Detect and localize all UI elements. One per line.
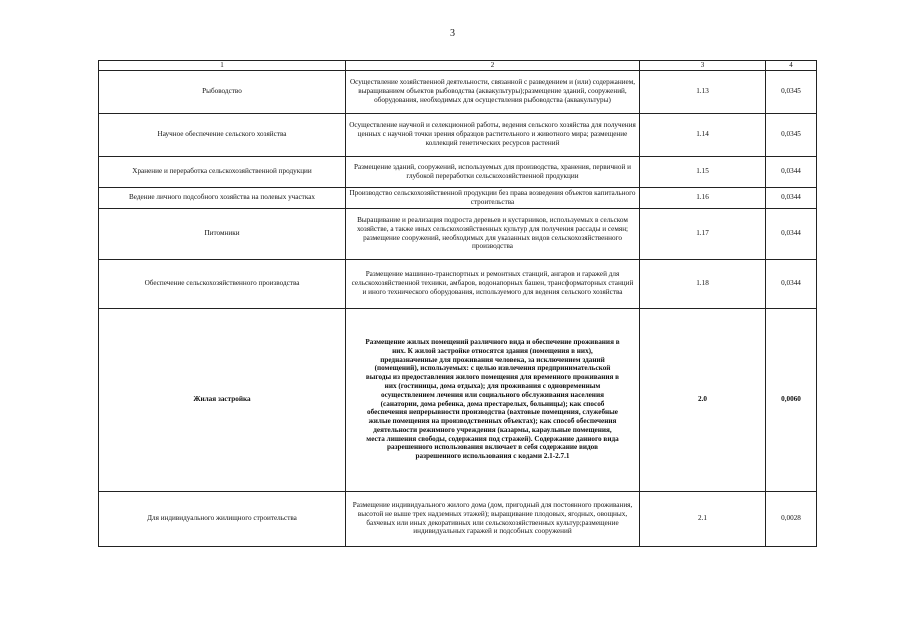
row-description: Выращивание и реализация подроста деревьев и кустарников, используемых в сельском хозяйстве, а также иных сельскохозяйственных культур для получения рассады и семян; размещение сооружений, необходимых для указанных видов сельскохозяйственного производства [346, 208, 640, 259]
row-description: Размещение индивидуального жилого дома (дом, пригодный для постоянного проживания, высотой не выше трех надземных этажей); выращивание плодовых, ягодных, овощных, бахчевых или иных декоративных или сельскохозяйственных культур;размещение индивидуальных гаражей и подсобных сооружений [346, 491, 640, 546]
row-description: Производство сельскохозяйственной продукции без права возведения объектов капитального строительства [346, 187, 640, 208]
row-code: 1.17 [640, 208, 766, 259]
land-use-table [98, 60, 817, 547]
row-code: 1.15 [640, 156, 766, 187]
row-value: 0,0060 [766, 308, 817, 491]
row-value: 0,0344 [766, 156, 817, 187]
row-name: Научное обеспечение сельского хозяйства [99, 113, 346, 156]
row-name: Рыбоводство [99, 70, 346, 113]
row-code: 2.1 [640, 491, 766, 546]
row-description: Размещение жилых помещений различного вида и обеспечение проживания в них. К жилой застройке относятся здания (помещения в них), предназначенные для проживания человека, за исключением зданий (помещений), используемых: с целью извлечения предпринимательской выгоды из предоставления жилого помещения для временного проживания в них (гостиницы, дома отдыха); для проживания с одновременным осуществлением лечения или социального обслуживания населения (санатории, дома ребенка, дома престарелых, больницы); как способ обеспечения непрерывности производства (вахтовые помещения, служебные жилые помещения на производственных объектах); как способ обеспечения деятельности режимного учреждения (казармы, караульные помещения, места лишения свободы, содержания под стражей). Содержание данного вида разрешенного использования включает в себя содержание видов разрешенного использования с кодами 2.1-2.7.1 [346, 308, 640, 491]
row-description: Осуществление хозяйственной деятельности, связанной с разведением и (или) содержанием, выращиванием объектов рыбоводства (аквакультуры);размещение зданий, сооружений, оборудования, необходимых для осуществления рыбоводства (аквакультуры) [346, 70, 640, 113]
row-name: Обеспечение сельскохозяйственного производства [99, 259, 346, 308]
table-row [99, 187, 817, 208]
table-row [99, 308, 817, 491]
row-value: 0,0344 [766, 259, 817, 308]
table-row [99, 208, 817, 259]
page-number: 3 [450, 28, 455, 39]
row-value: 0,0344 [766, 187, 817, 208]
row-code: 1.18 [640, 259, 766, 308]
row-value: 0,0345 [766, 113, 817, 156]
table-header-row [99, 61, 817, 71]
row-name: Жилая застройка [99, 308, 346, 491]
column-header: 2 [346, 61, 640, 71]
table-row [99, 113, 817, 156]
row-code: 2.0 [640, 308, 766, 491]
table-row [99, 70, 817, 113]
row-value: 0,0344 [766, 208, 817, 259]
row-description: Размещение зданий, сооружений, используемых для производства, хранения, первичной и глубокой переработки сельскохозяйственной продукции [346, 156, 640, 187]
table-row [99, 259, 817, 308]
row-code: 1.16 [640, 187, 766, 208]
row-value: 0,0345 [766, 70, 817, 113]
column-header: 1 [99, 61, 346, 71]
row-description: Размещение машинно-транспортных и ремонтных станций, ангаров и гаражей для сельскохозяйственной техники, амбаров, водонапорных башен, трансформаторных станций и иного технического оборудования, используемого для ведения сельского хозяйства [346, 259, 640, 308]
column-header: 4 [766, 61, 817, 71]
row-description: Осуществление научной и селекционной работы, ведения сельского хозяйства для получения ценных с научной точки зрения образцов растительного и животного мира; размещение коллекций генетических ресурсов растений [346, 113, 640, 156]
row-code: 1.13 [640, 70, 766, 113]
column-header: 3 [640, 61, 766, 71]
table-row [99, 491, 817, 546]
row-value: 0,0028 [766, 491, 817, 546]
table-row [99, 156, 817, 187]
row-name: Для индивидуального жилищного строительства [99, 491, 346, 546]
row-name: Питомники [99, 208, 346, 259]
row-name: Ведение личного подсобного хозяйства на полевых участках [99, 187, 346, 208]
row-code: 1.14 [640, 113, 766, 156]
row-name: Хранение и переработка сельскохозяйственной продукции [99, 156, 346, 187]
